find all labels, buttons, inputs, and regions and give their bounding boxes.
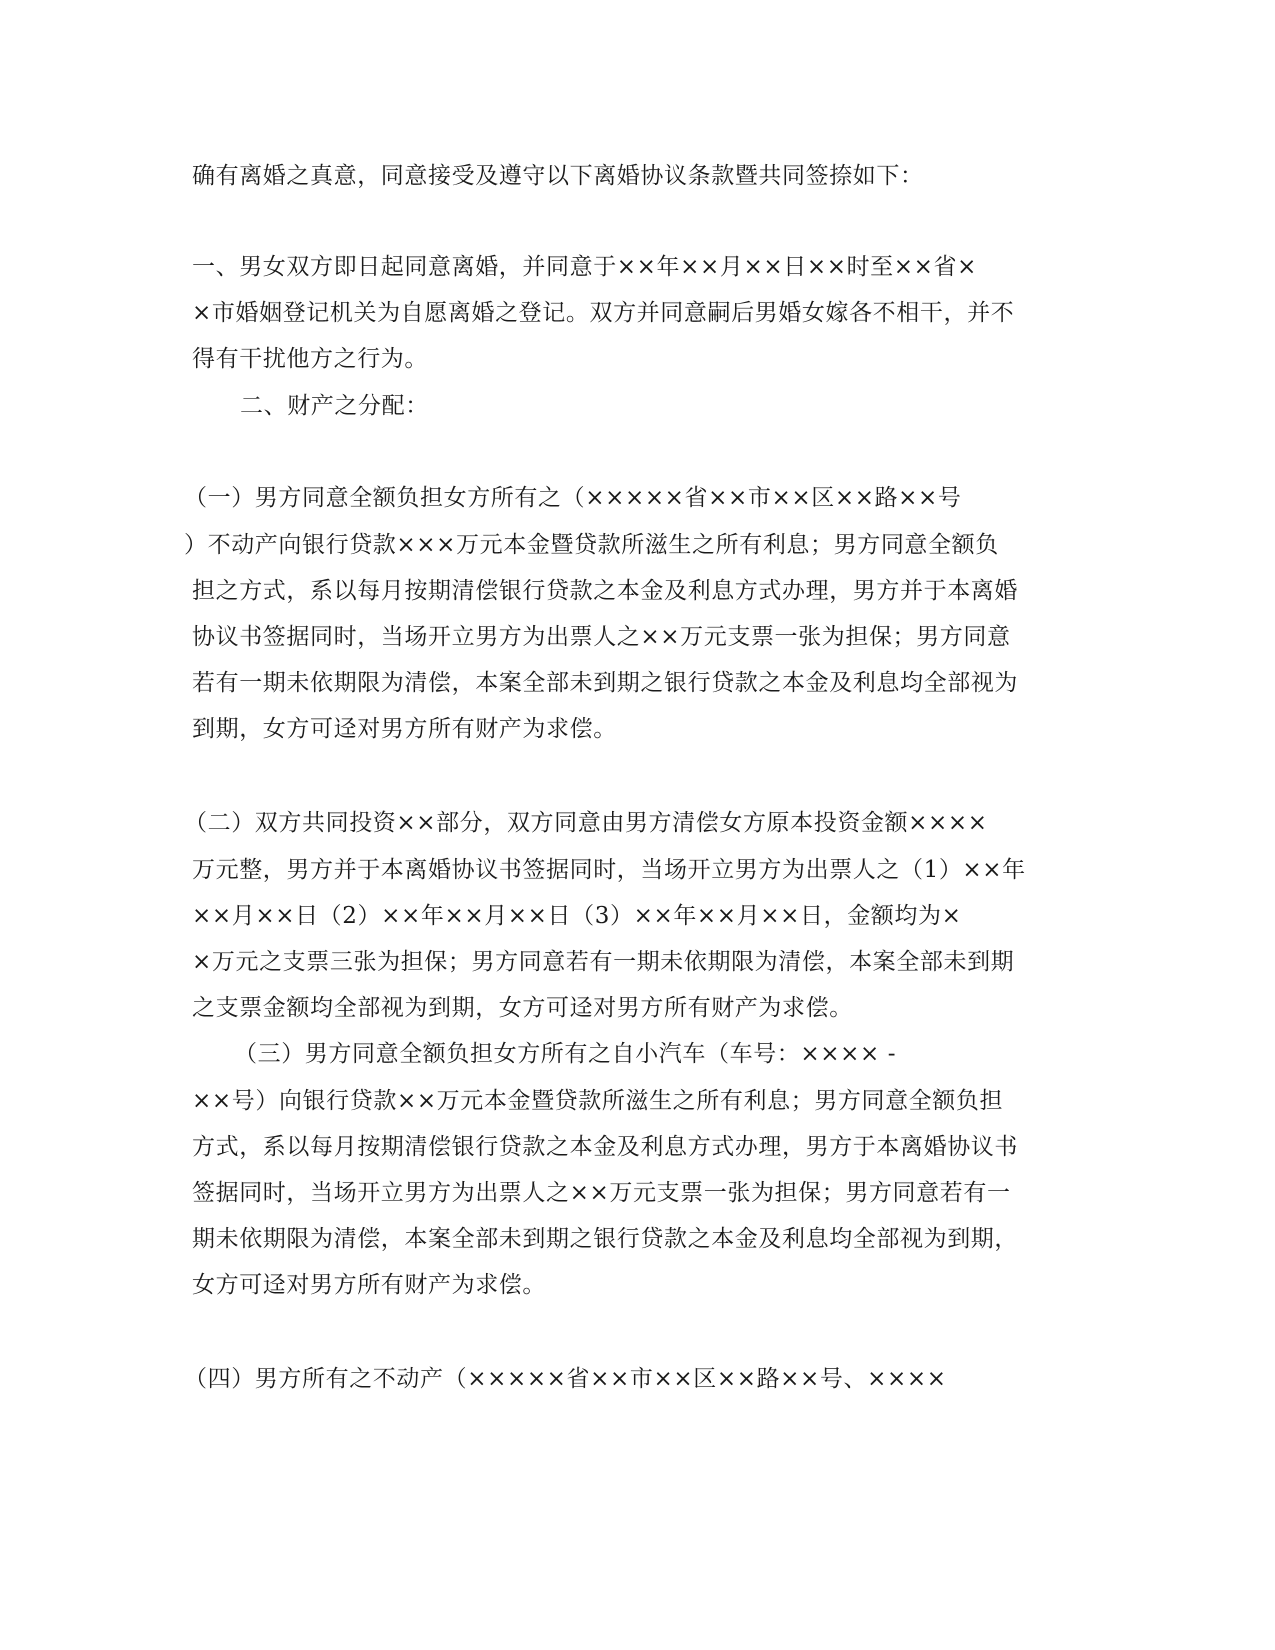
text-line: ××月××日（2）××年××月××日（3）××年××月××日，金额均为× xyxy=(192,903,962,929)
text-line: 到期，女方可迳对男方所有财产为求偿。 xyxy=(192,716,617,742)
text-line: （二）双方共同投资××部分，双方同意由男方清偿女方原本投资金额×××× xyxy=(184,810,988,836)
section-heading: 二、财产之分配： xyxy=(240,393,429,419)
text-line: 协议书签据同时，当场开立男方为出票人之××万元支票一张为担保；男方同意 xyxy=(192,624,1011,650)
text-line: ×市婚姻登记机关为自愿离婚之登记。双方并同意嗣后男婚女嫁各不相干，并不 xyxy=(192,300,1015,326)
text-line: ××号）向银行贷款××万元本金暨贷款所滋生之所有利息；男方同意全额负担 xyxy=(192,1088,1004,1114)
text-line: （一）男方同意全额负担女方所有之（×××××省××市××区××路××号 xyxy=(184,485,962,511)
text-line: 确有离婚之真意，同意接受及遵守以下离婚协议条款暨共同签捺如下： xyxy=(192,163,924,189)
text-line: 一、男女双方即日起同意离婚，并同意于××年××月××日××时至××省× xyxy=(192,254,977,280)
text-line: 女方可迳对男方所有财产为求偿。 xyxy=(192,1272,546,1298)
text-line: 期未依期限为清偿，本案全部未到期之银行贷款之本金及利息均全部视为到期， xyxy=(192,1226,1018,1252)
text-line: 方式，系以每月按期清偿银行贷款之本金及利息方式办理，男方于本离婚协议书 xyxy=(192,1134,1018,1160)
text-line: 得有干扰他方之行为。 xyxy=(192,346,428,372)
text-line: （四）男方所有之不动产（×××××省××市××区××路××号、×××× xyxy=(184,1366,947,1392)
text-line: 万元整，男方并于本离婚协议书签据同时，当场开立男方为出票人之（1）××年 xyxy=(192,857,1026,883)
text-line: 担之方式，系以每月按期清偿银行贷款之本金及利息方式办理，男方并于本离婚 xyxy=(192,578,1018,604)
text-line: 签据同时，当场开立男方为出票人之××万元支票一张为担保；男方同意若有一 xyxy=(192,1180,1011,1206)
text-line: 之支票金额均全部视为到期，女方可迳对男方所有财产为求偿。 xyxy=(192,995,853,1021)
text-line: ×万元之支票三张为担保；男方同意若有一期未依期限为清偿，本案全部未到期 xyxy=(192,949,1015,975)
text-line: ）不动产向银行贷款×××万元本金暨贷款所滋生之所有利息；男方同意全额负 xyxy=(184,532,999,558)
text-line: 若有一期未依期限为清偿，本案全部未到期之银行贷款之本金及利息均全部视为 xyxy=(192,670,1018,696)
text-line: （三）男方同意全额负担女方所有之自小汽车（车号：×××× - xyxy=(234,1041,897,1067)
